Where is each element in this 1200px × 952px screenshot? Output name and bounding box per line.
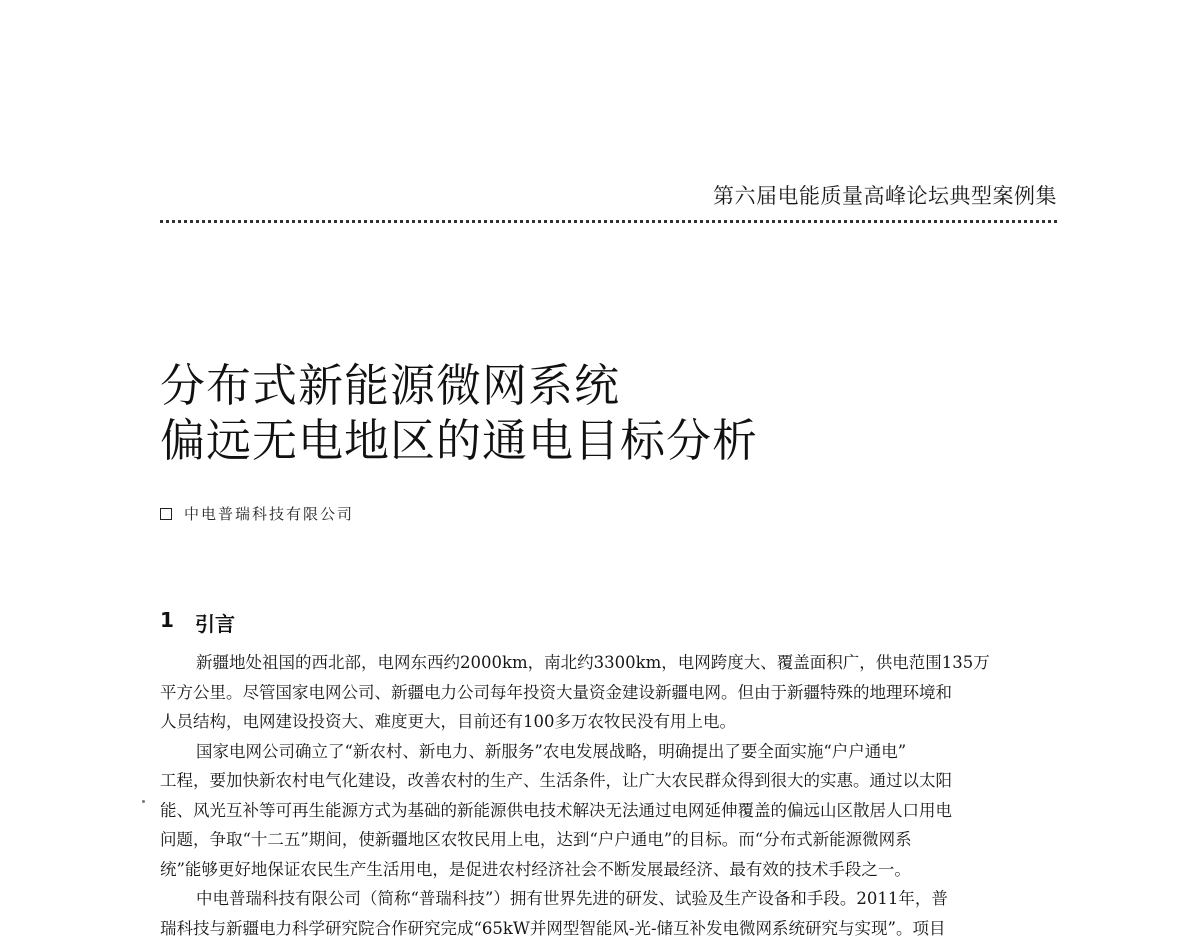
author-name: 中电普瑞科技有限公司 xyxy=(184,505,355,523)
paragraph-line: 新疆地处祖国的西北部，电网东西约2000km，南北约3300km，电网跨度大、覆盖面积广，供电范围135万 xyxy=(196,653,990,672)
running-header: 第六届电能质量高峰论坛典型案例集 xyxy=(713,184,1057,208)
paragraph-line: 统”能够更好地保证农民生产生活用电，是促进农村经济社会不断发展最经济、最有效的技术手段之一。 xyxy=(160,859,911,879)
paragraph-line: 瑞科技与新疆电力科学研究院合作研究完成“65kW并网型智能风-光-储互补发电微网系统研究与实现”。项目 xyxy=(160,918,946,938)
paragraph-line: 问题，争取“十二五”期间，使新疆地区农牧民用上电，达到“户户通电”的目标。而“分布式新能源微网系 xyxy=(160,830,912,849)
paragraph-line: 能、风光互补等可再生能源方式为基础的新能源供电技术解决无法通过电网延伸覆盖的偏远山区散居人口用电 xyxy=(160,800,952,820)
paragraph-3 xyxy=(160,884,1057,943)
paragraph-1 xyxy=(160,648,1057,737)
section-heading xyxy=(160,608,235,637)
article-title xyxy=(160,358,758,468)
author-byline xyxy=(160,503,354,524)
title-line-2: 偏远无电地区的通电目标分析 xyxy=(160,414,759,467)
paragraph-line: 人员结构，电网建设投资大、难度更大，目前还有100多万农牧民没有用上电。 xyxy=(160,712,736,731)
paragraph-line: 平方公里。尽管国家电网公司、新疆电力公司每年投资大量资金建设新疆电网。但由于新疆特殊的地理环境和 xyxy=(160,682,952,702)
section-number: 1 xyxy=(160,608,174,632)
section-title: 引言 xyxy=(195,612,235,636)
header-dotted-rule xyxy=(160,220,1057,223)
paragraph-line: 国家电网公司确立了“新农村、新电力、新服务”农电发展战略，明确提出了要全面实施“户户通电” xyxy=(196,741,907,761)
margin-speck xyxy=(142,800,145,803)
paragraph-line: 中电普瑞科技有限公司（简称“普瑞科技”）拥有世界先进的研发、试验及生产设备和手段。2011年，普 xyxy=(196,889,948,908)
paragraph-2 xyxy=(160,737,1057,885)
paragraph-line: 工程，要加快新农村电气化建设，改善农村的生产、生活条件，让广大农民群众得到很大的实惠。通过以太阳 xyxy=(160,771,952,790)
body-text xyxy=(160,648,1057,943)
title-line-1: 分布式新能源微网系统 xyxy=(160,359,621,412)
square-bullet-icon xyxy=(160,508,172,520)
